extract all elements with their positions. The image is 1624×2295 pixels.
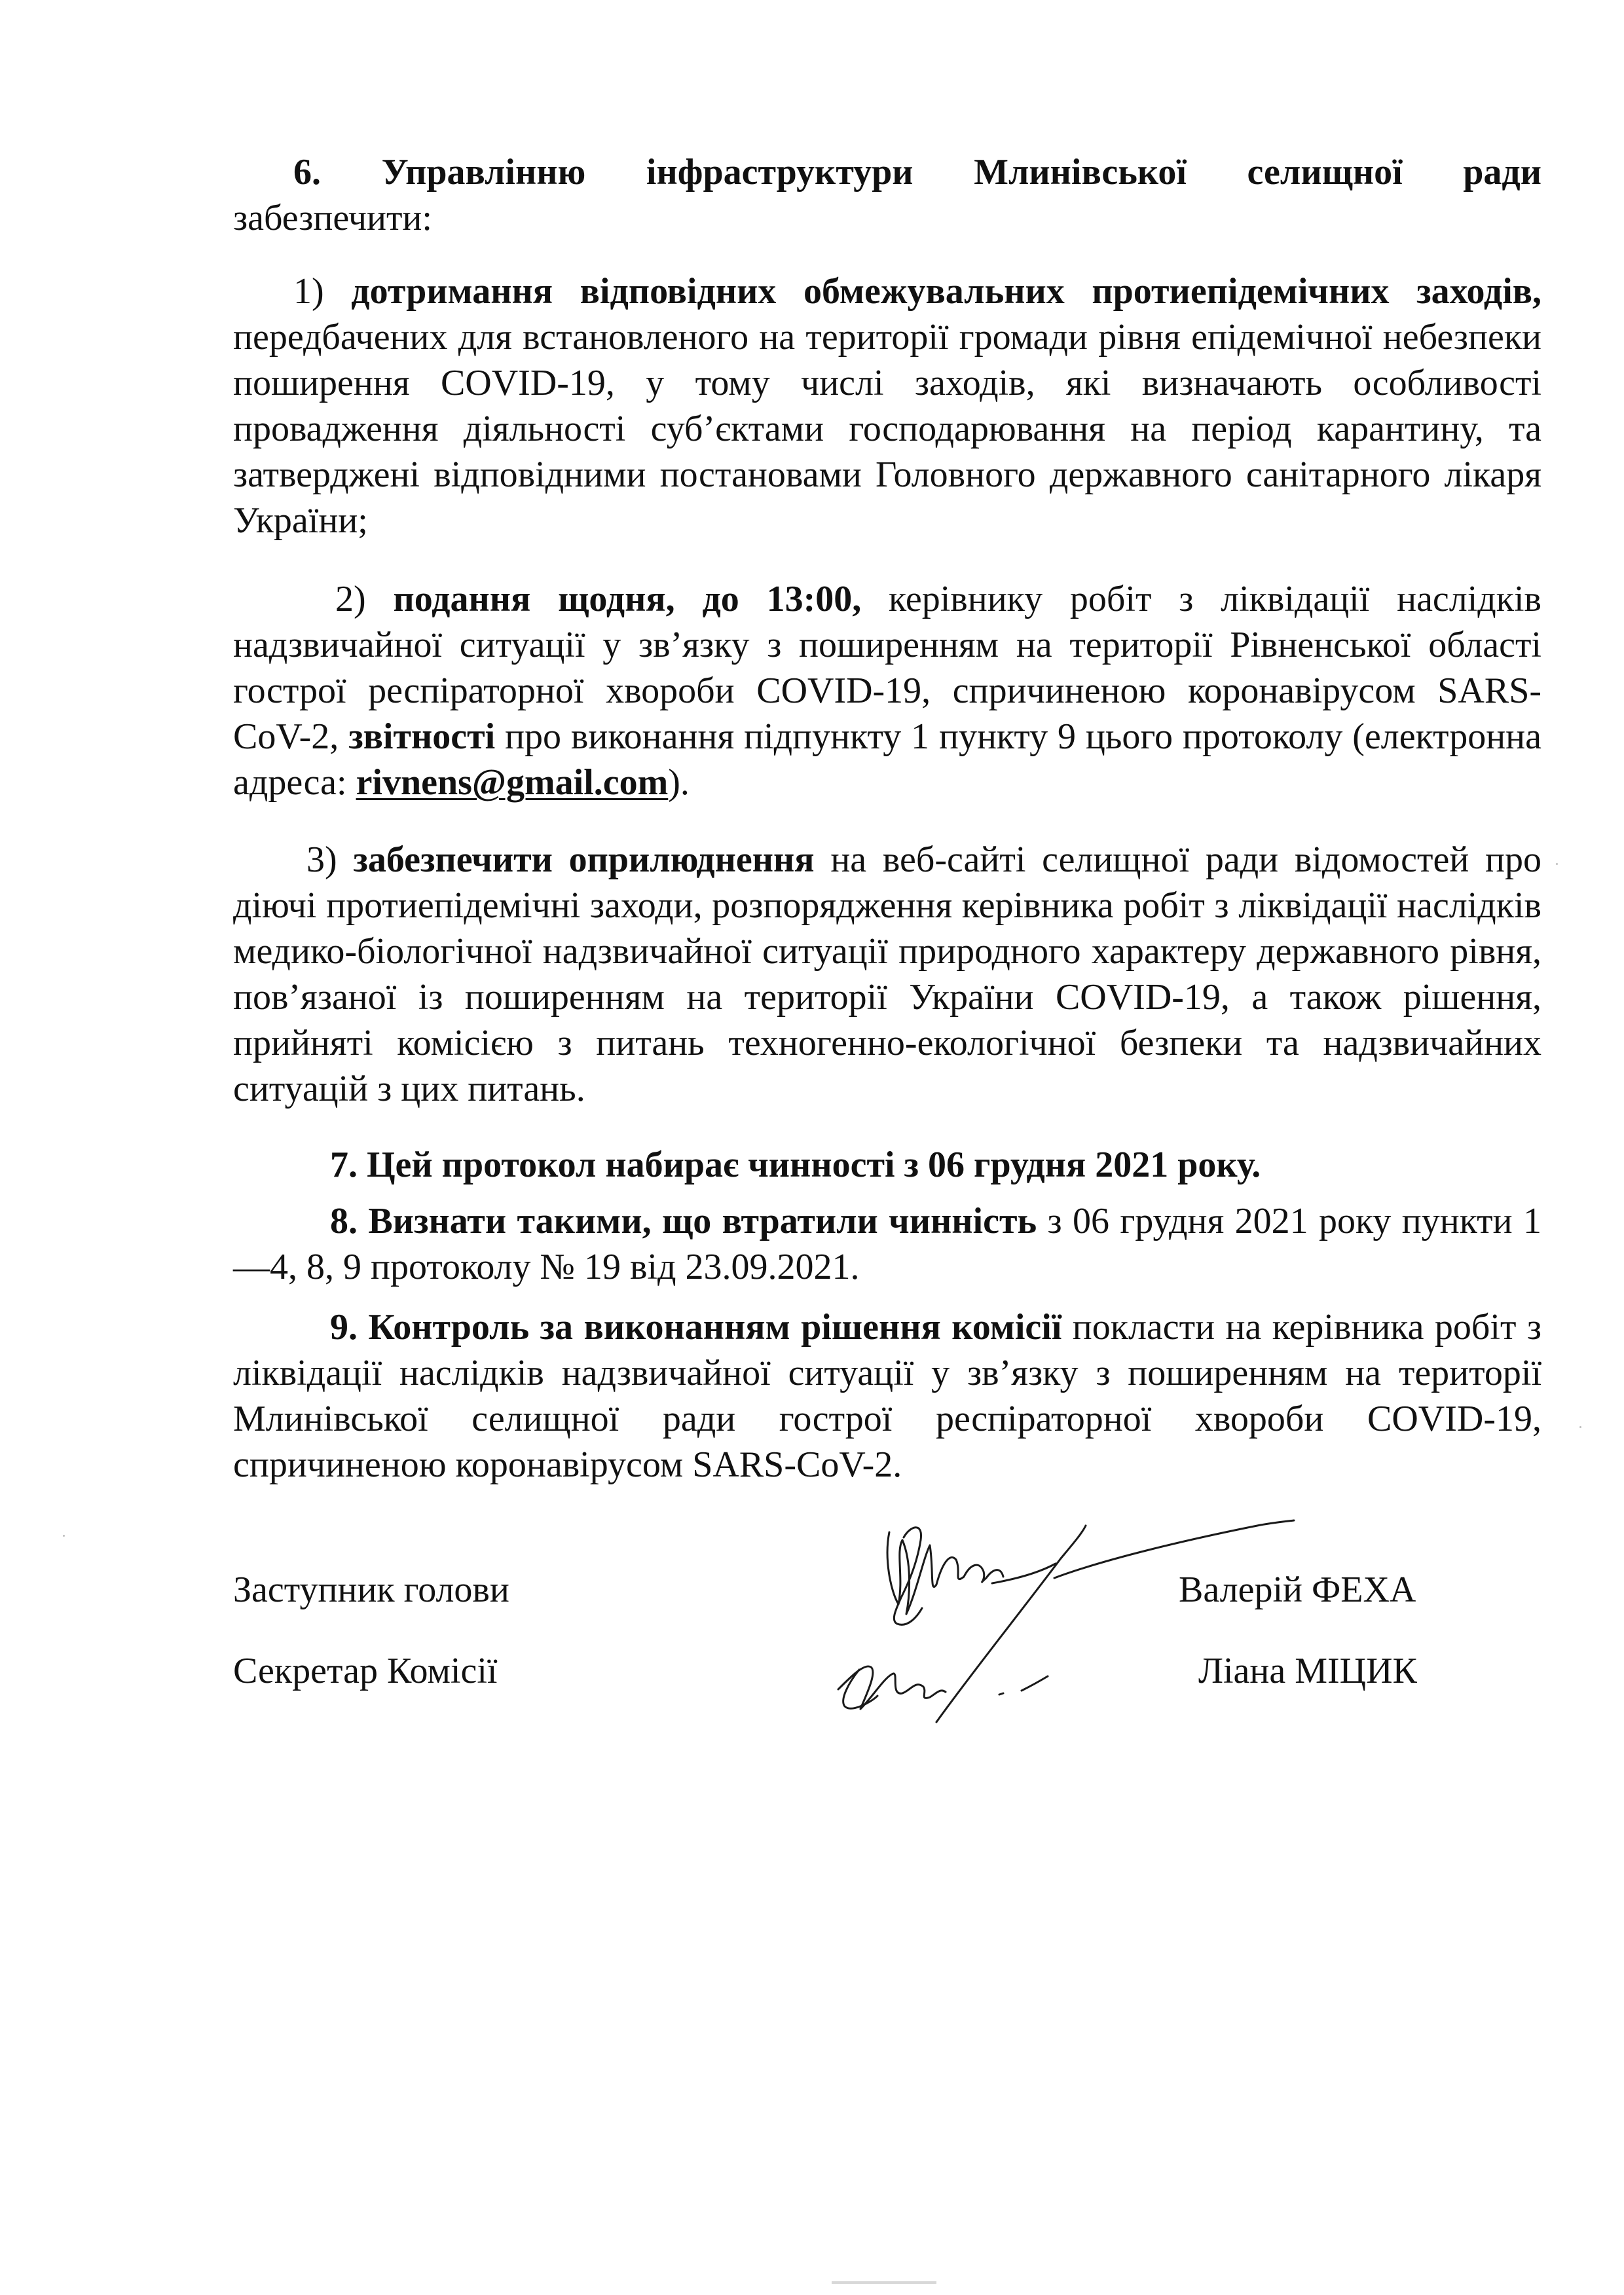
signature-1-stroke-sweep: [1054, 1520, 1294, 1578]
item-6-heading-line: [233, 149, 1541, 195]
subitem-6-3-text: на веб-сайті селищної ради відомостей про діючі протиепідемічні заходи, розпорядження керівника робіт з ліквідації наслідків медико-біологічної надзвичайної ситуації природного характеру державного рівня, пов’язаної із поширенням на території України COVID-19, а також рішення, прийняті комісією з питань техногенно-екологічної безпеки та надзвичайних ситуацій з цих питань.: [233, 839, 1541, 1109]
subitem-6-2-bold-2: звітності: [348, 716, 496, 757]
subitem-6-2-bold: подання щодня, до 13:00,: [393, 579, 862, 619]
signature-1-stroke-rise: [936, 1526, 1086, 1722]
subitem-6-2-text-2: про виконання підпункту 1 пункту 9 цього протоколу (електронна адреса:: [233, 716, 1541, 803]
scan-speck: [63, 1535, 65, 1537]
item-9: [233, 1304, 1541, 1488]
signature-2-stroke-main: [838, 1666, 946, 1709]
item-6-number: 6.: [293, 152, 321, 193]
subitem-6-2: [233, 576, 1541, 805]
subitem-6-2-text-1: керівнику робіт з ліквідації наслідків надзвичайної ситуації у зв’язку з поширенням на території Рівненської області гострої респіраторної хвороби COVID-19, спричиненою коронавірусом SARS-CoV-2,: [233, 579, 1541, 757]
signatory-2-position: Секретар Комісії: [233, 1651, 498, 1691]
subitem-6-2-text-3: ).: [668, 762, 690, 803]
subitem-6-1-prefix: 1): [293, 271, 352, 312]
signature-2-stroke-tail: [1022, 1676, 1048, 1691]
handwritten-signatures: [825, 1480, 1323, 1729]
scan-edge-mark: [832, 2281, 936, 2284]
item-9-bold: 9. Контроль за виконанням рішення комісії: [330, 1307, 1062, 1348]
subitem-6-3-bold: забезпечити оприлюднення: [353, 839, 815, 880]
item-9-text: покласти на керівника робіт з ліквідації наслідків надзвичайної ситуації у зв’язку з поширенням на території Млинівської селищної ради гострої респіраторної хвороби COVID-19, спричиненою коронавірусом SARS-CoV-2.: [233, 1307, 1541, 1485]
subitem-6-1-text: передбачених для встановленого на території громади рівня епідемічної небезпеки поширення COVID-19, у тому числі заходів, які визначають особливості провадження діяльності суб’єктами господарювання на період карантину, та затверджені відповідними постановами Головного державного санітарного лікаря України;: [233, 317, 1541, 541]
subitem-6-3: [233, 837, 1541, 1112]
item-6-heading: Управлінню інфраструктури Млинівської селищної ради: [381, 152, 1542, 193]
signature-1-stroke-main: [887, 1532, 1003, 1614]
item-6-tail: забезпечити:: [233, 198, 432, 238]
signatory-1-position: Заступник голови: [233, 1570, 509, 1610]
signatory-1-name: Валерій ФЕХА: [1179, 1570, 1416, 1610]
subitem-6-1-bold: дотримання відповідних обмежувальних протиепідемічних заходів,: [351, 271, 1542, 312]
subitem-6-2-prefix: 2): [335, 579, 394, 619]
signatory-2-name: Ліана МІЦИК: [1198, 1651, 1417, 1691]
item-8-bold: 8. Визнати такими, що втратили чинність: [330, 1201, 1037, 1241]
item-6: [233, 149, 1541, 241]
email-link[interactable]: rivnens@gmail.com: [356, 762, 669, 803]
subitem-6-1: [233, 268, 1541, 543]
scan-speck: [1556, 863, 1558, 865]
signature-2-stroke-dot: [999, 1693, 1003, 1695]
subitem-6-3-prefix: 3): [306, 839, 354, 880]
item-7: [233, 1142, 1541, 1188]
item-8-text: з 06 грудня 2021 року пункти 1—4, 8, 9 протоколу № 19 від 23.09.2021.: [233, 1201, 1541, 1287]
item-8: [233, 1198, 1541, 1290]
item-7-bold: 7. Цей протокол набирає чинності з 06 грудня 2021 року.: [330, 1145, 1261, 1185]
scan-speck: [1579, 1426, 1581, 1428]
